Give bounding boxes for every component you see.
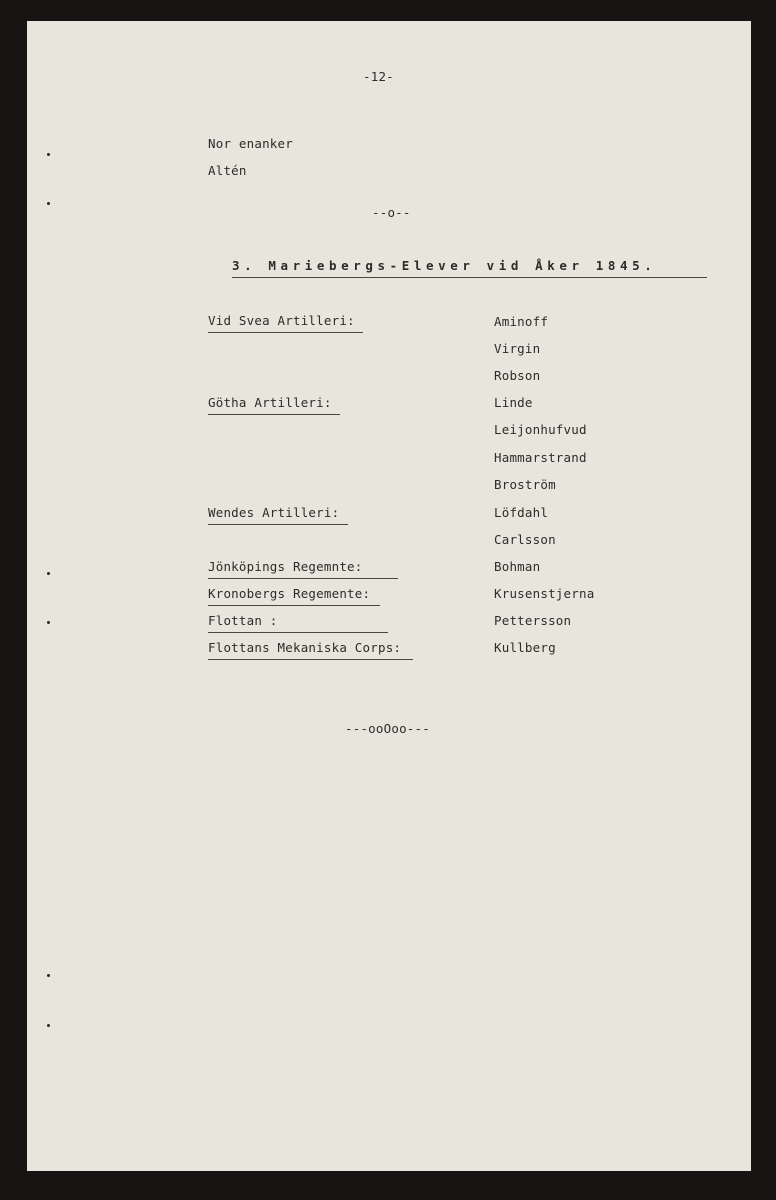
name-lofdahl: Löfdahl [494,505,549,520]
binder-hole-mark [47,621,50,624]
unit-jonkopings-regemente: Jönköpings Regemnte: [208,559,363,574]
name-krusenstjerna: Krusenstjerna [494,586,595,601]
name-top-1: Nor enanker [208,136,293,151]
unit-svea-artilleri: Vid Svea Artilleri: [208,313,355,328]
unit-flottan-label: Flottan : [208,613,278,628]
name-bohman: Bohman [494,559,541,574]
name-top-2: Altén [208,163,247,178]
section-heading: 3. Mariebergs-Elever vid Åker 1845. [232,258,657,273]
unit-flottan [208,614,388,628]
unit-underline [208,414,340,415]
unit-underline [208,332,363,333]
separator-small: --o-- [372,205,411,220]
unit-gotha-artilleri: Götha Artilleri: [208,395,332,410]
unit-underline [208,524,348,525]
heading-underline [232,277,707,278]
name-robson: Robson [494,368,541,383]
name-virgin: Virgin [494,341,541,356]
name-hammarstrand: Hammarstrand [494,450,587,465]
binder-hole-mark [47,202,50,205]
binder-hole-mark [47,153,50,156]
name-pettersson: Pettersson [494,613,572,628]
name-brostrom: Broström [494,477,556,492]
separator-end: ---ooOoo--- [345,721,430,736]
unit-underline [208,659,413,660]
binder-hole-mark [47,1024,50,1027]
unit-underline [208,605,380,606]
name-linde: Linde [494,395,533,410]
name-aminoff: Aminoff [494,314,549,329]
name-kullberg: Kullberg [494,640,556,655]
unit-kronobergs-regemente: Kronobergs Regemente: [208,586,371,601]
page-number: -12- [363,69,394,84]
binder-hole-mark [47,974,50,977]
unit-flottans-mekaniska-corps: Flottans Mekaniska Corps: [208,640,402,655]
unit-wendes-artilleri: Wendes Artilleri: [208,505,340,520]
name-carlsson: Carlsson [494,532,556,547]
unit-underline [208,578,398,579]
unit-underline [208,632,388,633]
name-leijonhufvud: Leijonhufvud [494,422,587,437]
document-page [27,21,751,1171]
binder-hole-mark [47,572,50,575]
